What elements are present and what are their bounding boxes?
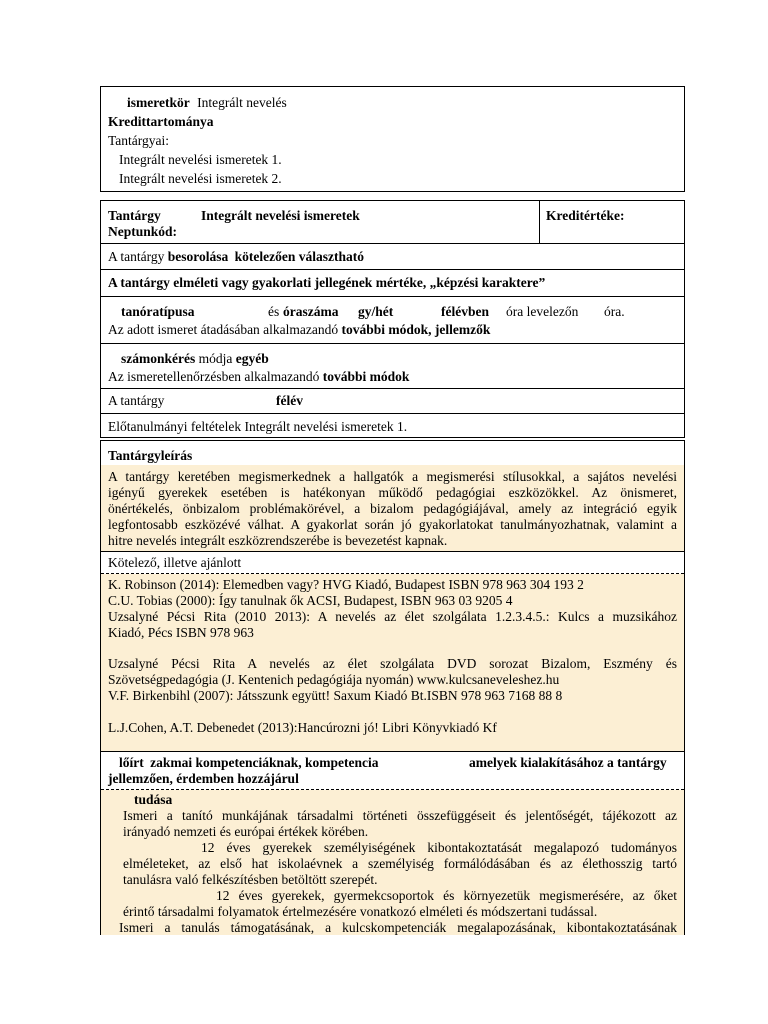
kompetencia-row (101, 751, 684, 789)
kompetencia-d: jellemzően, érdemben hozzájárul (108, 771, 299, 786)
leiras-line-2: igényű gyerekek esetében is hatékonyan működő pedagógiai eszközökkel. Az önismeret, (108, 485, 677, 500)
irodalom-line-3: Uzsalyné Pécsi Rita (2010 2013): A nevelés az élet szolgálata 1.2.3.4.5.: Kulcs a muzsikához (108, 609, 677, 624)
irodalom-line-6: Szövetségpedagógia (J. Kentenich pedagógiája nyomán) www.kulcsaneveleshez.hu (108, 672, 560, 687)
besorolas-t1: A tantárgy (108, 249, 165, 264)
tanoratipus-label: tanóratípusa (121, 304, 195, 319)
oraszama-label: óraszáma (283, 304, 339, 319)
felev-row (101, 388, 684, 413)
irodalom-title: Kötelező, illetve ajánlott (108, 555, 242, 570)
irodalom-block (101, 574, 684, 751)
header-box (100, 86, 685, 192)
kompetencia-a: lőírt (119, 755, 144, 770)
besorolas-row (101, 243, 684, 269)
leiras-line-5: hitre nevelés integrált eszközrendszerébe is bevezetést kapnak. (108, 533, 448, 548)
tanora-es: és (268, 304, 280, 319)
tudasa-line-4: elméleteket, az első hat iskolaévnek a személyiség formálódásában és az élethosszig tartó (123, 856, 677, 871)
elotanulmanyi-text: Előtanulmányi feltételek Integrált nevelési ismeretek 1. (108, 419, 408, 434)
elotanulmanyi-row (101, 413, 684, 438)
ora-label: óra. (604, 304, 625, 319)
tudasa-line-6: 12 éves gyerekek, gyermekcsoportok és környezetük megismerésére, az őket (216, 888, 677, 903)
irodalom-header-row (101, 551, 684, 573)
subject-label: Tantárgy (108, 208, 161, 223)
szamonkeres-line2b: további módok (322, 369, 410, 384)
leiras-block (101, 465, 684, 551)
neptun-label: Neptunkód: (108, 224, 178, 239)
szamonkeres-modja: módja (198, 351, 233, 366)
szamonkeres-egyeb: egyéb (235, 351, 269, 366)
kompetencia-c: amelyek kialakításához a tantárgy (469, 755, 667, 770)
felev-value: félév (276, 393, 303, 408)
subject-item-2: Integrált nevelési ismeretek 2. (119, 171, 282, 186)
irodalom-line-4: Kiadó, Pécs ISBN 978 963 (108, 625, 254, 640)
credit-divider (539, 201, 540, 243)
tanora-row (101, 296, 684, 343)
tudasa-line-5: tanulásra való felkészítésben betöltött szerepét. (123, 872, 378, 887)
ora-levelezon-label: óra levelezőn (506, 304, 579, 319)
szamonkeres-line2a: Az ismeretellenőrzésben alkalmazandó (108, 369, 320, 384)
szamonkeres-row (101, 343, 684, 388)
header-line-1 (127, 95, 287, 111)
tudasa-line-8: Ismeri a tanulás támogatásának, a kulcskompetenciák megalapozásának, kibontakoztatásának (119, 920, 677, 935)
tantargyai-label: Tantárgyai: (108, 133, 170, 148)
ismeretkor-label: ismeretkör (127, 95, 190, 110)
szamonkeres-label: számonkérés (121, 351, 196, 366)
credit-label: Kreditértéke: (546, 208, 625, 223)
kredittartomany-label: Kredittartománya (108, 114, 214, 129)
gy-het-label: gy/hét (358, 304, 394, 319)
tudasa-block (101, 790, 684, 935)
irodalom-line-1: K. Robinson (2014): Elemedben vagy? HVG Kiadó, Budapest ISBN 978 963 304 193 2 (108, 577, 584, 592)
leiras-line-4: legfontosabb eszközévé válhat. A gyakorlat során jó gyakorlatokat tanulmányozhatnak, valamint a (108, 517, 677, 532)
irodalom-line-2: C.U. Tobias (2000): Így tanulnak ők ACSI, Budapest, ISBN 963 03 9205 4 (108, 593, 513, 608)
tudasa-line-2: irányadó nemzeti és európai értékek körében. (123, 824, 369, 839)
jelleg-row (101, 269, 684, 296)
tudasa-line-7: érintő társadalmi folyamatok értelmezésére vonatkozó elméleti és módszertani tudással. (123, 904, 598, 919)
leiras-line-3: önértékelés, önbizalom problémakörével, a bizalom pedagógiájával, amely az integráció egyik (108, 501, 677, 516)
tantargyleiras-title: Tantárgyleírás (108, 448, 193, 463)
besorolas-t3: kötelezően választható (234, 249, 364, 264)
tudasa-title: tudása (134, 792, 173, 807)
irodalom-line-7: V.F. Birkenbihl (2007): Játsszunk együtt! Saxum Kiadó Bt.ISBN 978 963 7168 88 8 (108, 688, 563, 703)
irodalom-line-8: L.J.Cohen, A.T. Debenedet (2013):Hancúrozni jó! Libri Könyvkiadó Kf (108, 720, 497, 735)
subject-name: Integrált nevelési ismeretek (201, 208, 360, 223)
tanora-line2a: Az adott ismeret átadásában alkalmazandó (108, 322, 339, 337)
kompetencia-b: zakmai kompetenciáknak, kompetencia (150, 755, 379, 770)
ismeretkor-value: Integrált nevelés (197, 95, 287, 110)
leiras-line-1: A tantárgy keretében megismerkednek a hallgatók a megismerési stílusokkal, a sajátos nevelési (108, 469, 677, 484)
jelleg-text: A tantárgy elméleti vagy gyakorlati jellegének mértéke, „képzési karaktere” (108, 275, 546, 290)
tudasa-line-3: 12 éves gyerekek személyiségének kibontakoztatását megalapozó tudományos (201, 840, 677, 855)
subject-table (100, 200, 685, 438)
besorolas-t2: besorolása (167, 249, 229, 264)
tanora-line2b: további módok, jellemzők (341, 322, 491, 337)
irodalom-line-5: Uzsalyné Pécsi Rita A nevelés az élet szolgálata DVD sorozat Bizalom, Eszmény és (108, 656, 677, 671)
felev-label: A tantárgy (108, 393, 165, 408)
felevben-label: félévben (441, 304, 489, 319)
description-table (100, 440, 685, 935)
tudasa-line-1: Ismeri a tanító munkájának társadalmi történeti összefüggéseit és jelentőségét, tájékozott az (123, 808, 677, 823)
subject-item-1: Integrált nevelési ismeretek 1. (119, 152, 282, 167)
